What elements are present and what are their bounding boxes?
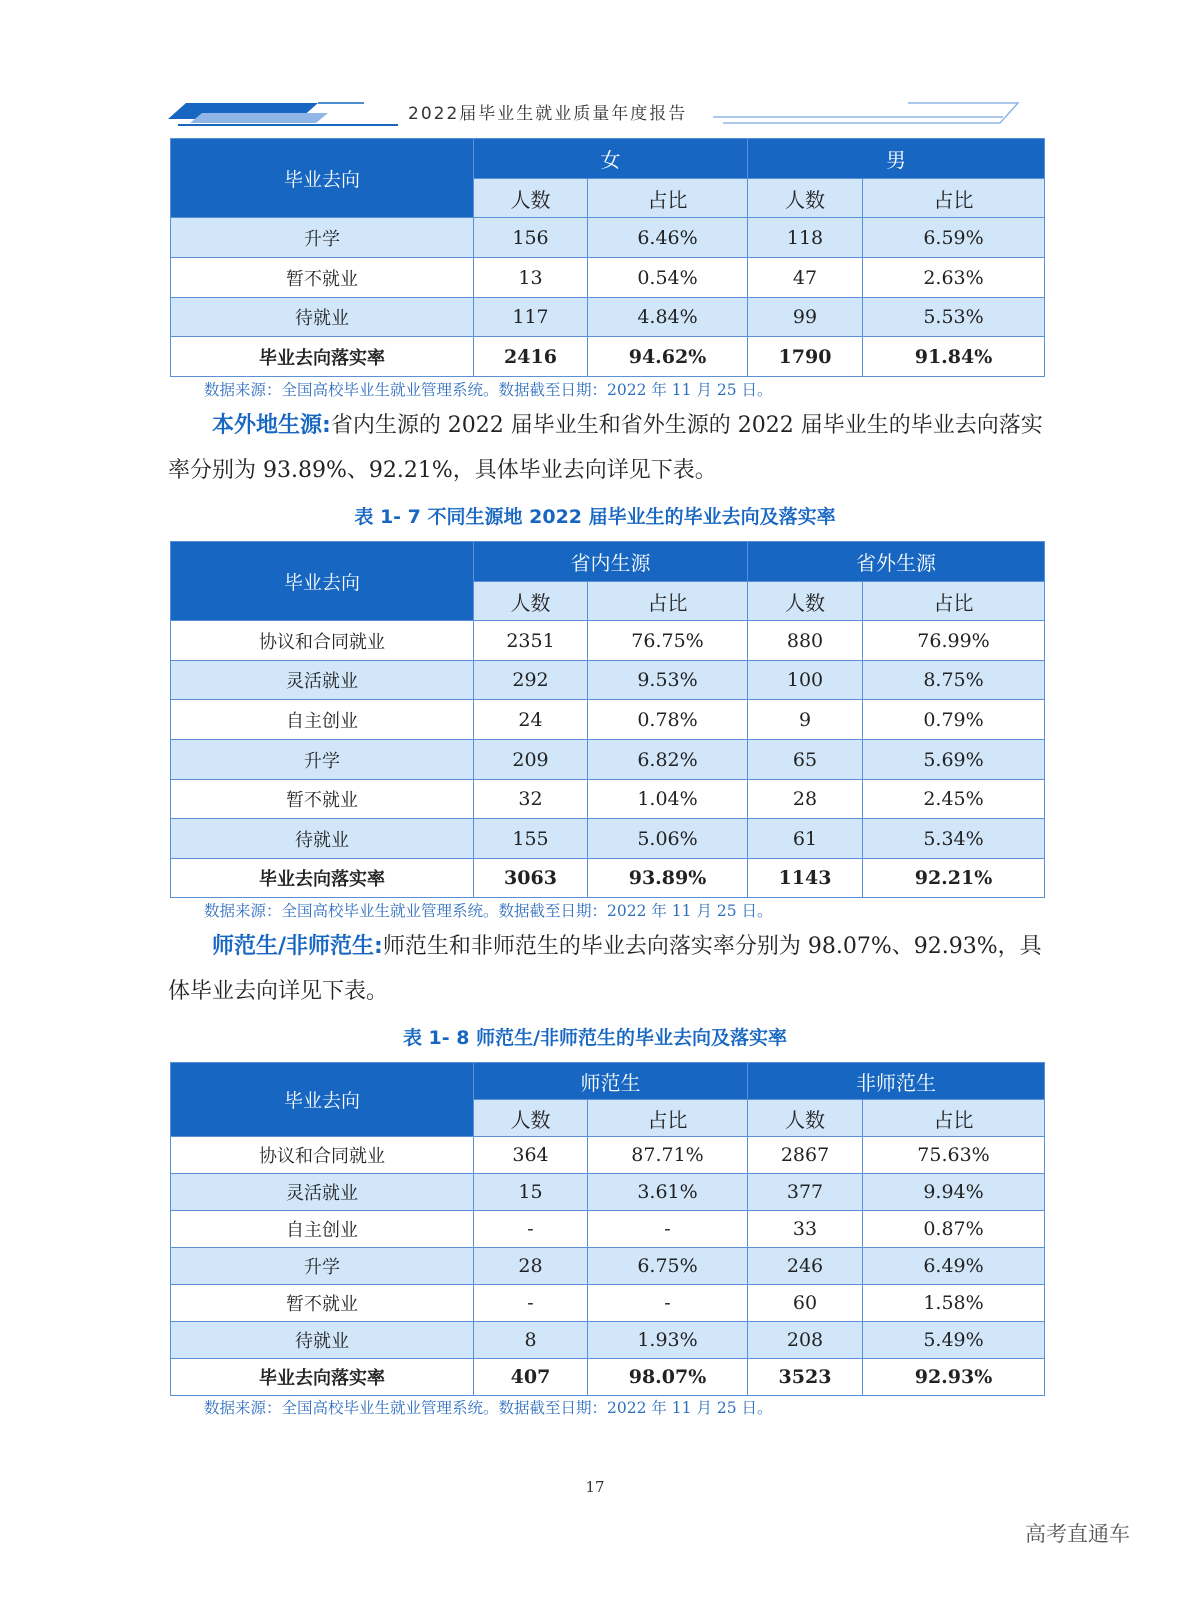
subheader-ratio: 占比	[588, 582, 748, 621]
cell-value: 6.59%	[863, 218, 1045, 258]
group-header-non-teacher: 非师范生	[748, 1063, 1045, 1100]
cell-value: 61	[748, 819, 863, 859]
row-label: 灵活就业	[171, 661, 474, 700]
cell-value: 5.49%	[863, 1322, 1045, 1359]
table-gender	[170, 138, 1045, 377]
cell-value: 15	[474, 1174, 588, 1211]
table-corner-header: 毕业去向	[171, 139, 474, 218]
row-label: 灵活就业	[171, 1174, 474, 1211]
cell-value: 47	[748, 258, 863, 298]
cell-value: 8	[474, 1322, 588, 1359]
group-header-male: 男	[748, 139, 1045, 179]
cell-value: 5.06%	[588, 819, 748, 859]
cell-value: 13	[474, 258, 588, 298]
table-caption: 表 1- 7 不同生源地 2022 届毕业生的毕业去向及落实率	[354, 506, 836, 528]
page-number: 17	[585, 1478, 605, 1496]
cell-value: 6.75%	[588, 1248, 748, 1285]
cell-value: 28	[474, 1248, 588, 1285]
cell-value: 6.82%	[588, 740, 748, 780]
row-label: 升学	[171, 218, 474, 258]
subheader-ratio: 占比	[588, 179, 748, 218]
group-header-out-province: 省外生源	[748, 542, 1045, 582]
row-label: 自主创业	[171, 1211, 474, 1248]
cell-value: 246	[748, 1248, 863, 1285]
cell-value: 155	[474, 819, 588, 859]
table-teacher	[170, 1062, 1045, 1396]
group-header-teacher: 师范生	[474, 1063, 748, 1100]
cell-value: 93.89%	[588, 859, 748, 898]
cell-value: 117	[474, 298, 588, 337]
cell-value: 5.34%	[863, 819, 1045, 859]
paragraph-teacher	[168, 924, 1048, 1014]
cell-value: 3.61%	[588, 1174, 748, 1211]
cell-value: 9	[748, 700, 863, 740]
cell-value: -	[474, 1211, 588, 1248]
cell-value: 33	[748, 1211, 863, 1248]
cell-value: 0.87%	[863, 1211, 1045, 1248]
cell-value: 880	[748, 621, 863, 661]
row-label: 待就业	[171, 298, 474, 337]
cell-value: 75.63%	[863, 1137, 1045, 1174]
cell-value: 2.45%	[863, 780, 1045, 819]
cell-value: 1.04%	[588, 780, 748, 819]
table-row	[171, 700, 1045, 740]
cell-value: 94.62%	[588, 337, 748, 377]
cell-value: 407	[474, 1359, 588, 1396]
table-row	[171, 621, 1045, 661]
cell-value: 1143	[748, 859, 863, 898]
group-header-in-province: 省内生源	[474, 542, 748, 582]
subheader-ratio: 占比	[863, 179, 1045, 218]
cell-value: 60	[748, 1285, 863, 1322]
subheader-ratio: 占比	[588, 1100, 748, 1137]
cell-value: 92.21%	[863, 859, 1045, 898]
header-title: 2022届毕业生就业质量年度报告	[408, 104, 688, 124]
cell-value: 99	[748, 298, 863, 337]
cell-value: -	[588, 1285, 748, 1322]
table-row-total	[171, 859, 1045, 898]
table-row	[171, 819, 1045, 859]
source-note: 数据来源：全国高校毕业生就业管理系统。数据截至日期：2022 年 11 月 25 日。	[204, 902, 773, 920]
cell-value: 9.94%	[863, 1174, 1045, 1211]
table-row	[171, 298, 1045, 337]
row-label: 自主创业	[171, 700, 474, 740]
cell-value: 65	[748, 740, 863, 780]
cell-value: 1.93%	[588, 1322, 748, 1359]
paragraph-lead: 本外地生源:	[212, 413, 331, 438]
cell-value: -	[474, 1285, 588, 1322]
cell-value: 76.75%	[588, 621, 748, 661]
cell-value: 292	[474, 661, 588, 700]
cell-value: 92.93%	[863, 1359, 1045, 1396]
watermark: 高考直通车	[1025, 1522, 1130, 1546]
row-label: 协议和合同就业	[171, 621, 474, 661]
subheader-count: 人数	[748, 1100, 863, 1137]
row-label: 毕业去向落实率	[171, 859, 474, 898]
cell-value: 3523	[748, 1359, 863, 1396]
table-row	[171, 258, 1045, 298]
cell-value: 32	[474, 780, 588, 819]
table-corner-header: 毕业去向	[171, 1063, 474, 1137]
row-label: 暂不就业	[171, 258, 474, 298]
cell-value: 0.78%	[588, 700, 748, 740]
cell-value: -	[588, 1211, 748, 1248]
cell-value: 208	[748, 1322, 863, 1359]
cell-value: 1790	[748, 337, 863, 377]
subheader-ratio: 占比	[863, 582, 1045, 621]
cell-value: 8.75%	[863, 661, 1045, 700]
table-row	[171, 740, 1045, 780]
table-row	[171, 1174, 1045, 1211]
group-header-female: 女	[474, 139, 748, 179]
row-label: 升学	[171, 1248, 474, 1285]
cell-value: 0.79%	[863, 700, 1045, 740]
row-label: 暂不就业	[171, 780, 474, 819]
cell-value: 100	[748, 661, 863, 700]
row-label: 协议和合同就业	[171, 1137, 474, 1174]
table-row	[171, 780, 1045, 819]
paragraph-text: 省内生源的 2022 届毕业生和省外生源的 2022 届毕业生的毕业去向落实率分别为 93.89%、92.21%，具体毕业去向详见下表。	[168, 413, 1043, 483]
subheader-count: 人数	[474, 582, 588, 621]
cell-value: 377	[748, 1174, 863, 1211]
paragraph-text: 师范生和非师范生的毕业去向落实率分别为 98.07%、92.93%，具体毕业去向详见下表。	[168, 934, 1042, 1004]
cell-value: 76.99%	[863, 621, 1045, 661]
row-label: 毕业去向落实率	[171, 1359, 474, 1396]
cell-value: 98.07%	[588, 1359, 748, 1396]
paragraph-lead: 师范生/非师范生:	[212, 934, 383, 959]
table-caption: 表 1- 8 师范生/非师范生的毕业去向及落实率	[402, 1027, 788, 1049]
table-row	[171, 1211, 1045, 1248]
row-label: 毕业去向落实率	[171, 337, 474, 377]
cell-value: 5.53%	[863, 298, 1045, 337]
cell-value: 6.49%	[863, 1248, 1045, 1285]
cell-value: 2416	[474, 337, 588, 377]
cell-value: 4.84%	[588, 298, 748, 337]
row-label: 待就业	[171, 1322, 474, 1359]
cell-value: 1.58%	[863, 1285, 1045, 1322]
table-row	[171, 1137, 1045, 1174]
source-note: 数据来源：全国高校毕业生就业管理系统。数据截至日期：2022 年 11 月 25 日。	[204, 1399, 773, 1417]
subheader-count: 人数	[748, 179, 863, 218]
cell-value: 2351	[474, 621, 588, 661]
cell-value: 5.69%	[863, 740, 1045, 780]
table-row	[171, 661, 1045, 700]
cell-value: 209	[474, 740, 588, 780]
subheader-count: 人数	[474, 179, 588, 218]
row-label: 待就业	[171, 819, 474, 859]
cell-value: 2867	[748, 1137, 863, 1174]
cell-value: 156	[474, 218, 588, 258]
cell-value: 91.84%	[863, 337, 1045, 377]
cell-value: 87.71%	[588, 1137, 748, 1174]
row-label: 升学	[171, 740, 474, 780]
table-row	[171, 218, 1045, 258]
cell-value: 28	[748, 780, 863, 819]
table-row	[171, 1248, 1045, 1285]
cell-value: 24	[474, 700, 588, 740]
page-header	[168, 95, 1043, 135]
cell-value: 9.53%	[588, 661, 748, 700]
subheader-count: 人数	[748, 582, 863, 621]
table-row-total	[171, 337, 1045, 377]
subheader-ratio: 占比	[863, 1100, 1045, 1137]
subheader-count: 人数	[474, 1100, 588, 1137]
cell-value: 118	[748, 218, 863, 258]
table-corner-header: 毕业去向	[171, 542, 474, 621]
table-row	[171, 1322, 1045, 1359]
cell-value: 6.46%	[588, 218, 748, 258]
paragraph-origin	[168, 403, 1048, 493]
row-label: 暂不就业	[171, 1285, 474, 1322]
table-row	[171, 1285, 1045, 1322]
source-note: 数据来源：全国高校毕业生就业管理系统。数据截至日期：2022 年 11 月 25 日。	[204, 381, 773, 399]
cell-value: 2.63%	[863, 258, 1045, 298]
cell-value: 364	[474, 1137, 588, 1174]
table-origin	[170, 541, 1045, 898]
table-row-total	[171, 1359, 1045, 1396]
cell-value: 0.54%	[588, 258, 748, 298]
cell-value: 3063	[474, 859, 588, 898]
